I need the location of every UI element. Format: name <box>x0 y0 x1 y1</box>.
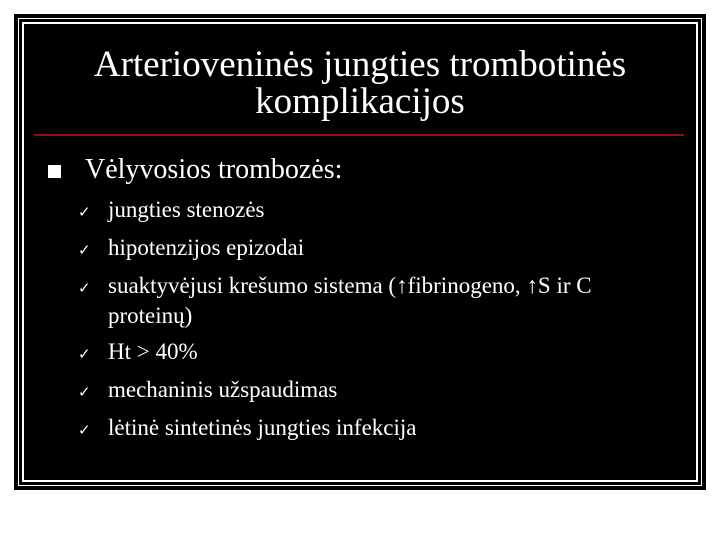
list-item-text: suaktyvėjusi krešumo sistema (↑fibrinogeno, ↑S ir C proteinų) <box>108 273 592 328</box>
slide-title: Arterioveninės jungties trombotinės komplikacijos <box>93 44 627 122</box>
checkmark-icon: ✓ <box>78 203 91 221</box>
checkmark-icon: ✓ <box>78 383 91 401</box>
list-item <box>78 230 678 268</box>
square-bullet-icon <box>48 165 61 178</box>
title-divider <box>34 134 684 136</box>
list-item-text: lėtinė sintetinės jungties infekcija <box>108 415 417 440</box>
list-item-text: mechaninis užspaudimas <box>108 377 338 402</box>
list-item-text: Ht > 40% <box>108 339 198 364</box>
list-item-text: hipotenzijos epizodai <box>108 235 305 260</box>
list-item <box>78 410 678 448</box>
sub-bullet-list <box>78 192 678 448</box>
checkmark-icon: ✓ <box>78 279 91 297</box>
list-item <box>78 372 678 410</box>
checkmark-icon: ✓ <box>78 345 91 363</box>
list-item <box>78 334 678 372</box>
list-item-text: jungties stenozės <box>108 197 265 222</box>
checkmark-icon: ✓ <box>78 421 91 439</box>
list-item <box>78 192 678 230</box>
main-bullet <box>48 152 342 188</box>
main-bullet-text: Vėlyvosios trombozės: <box>85 154 343 185</box>
checkmark-icon: ✓ <box>78 241 91 259</box>
list-item <box>78 268 678 334</box>
